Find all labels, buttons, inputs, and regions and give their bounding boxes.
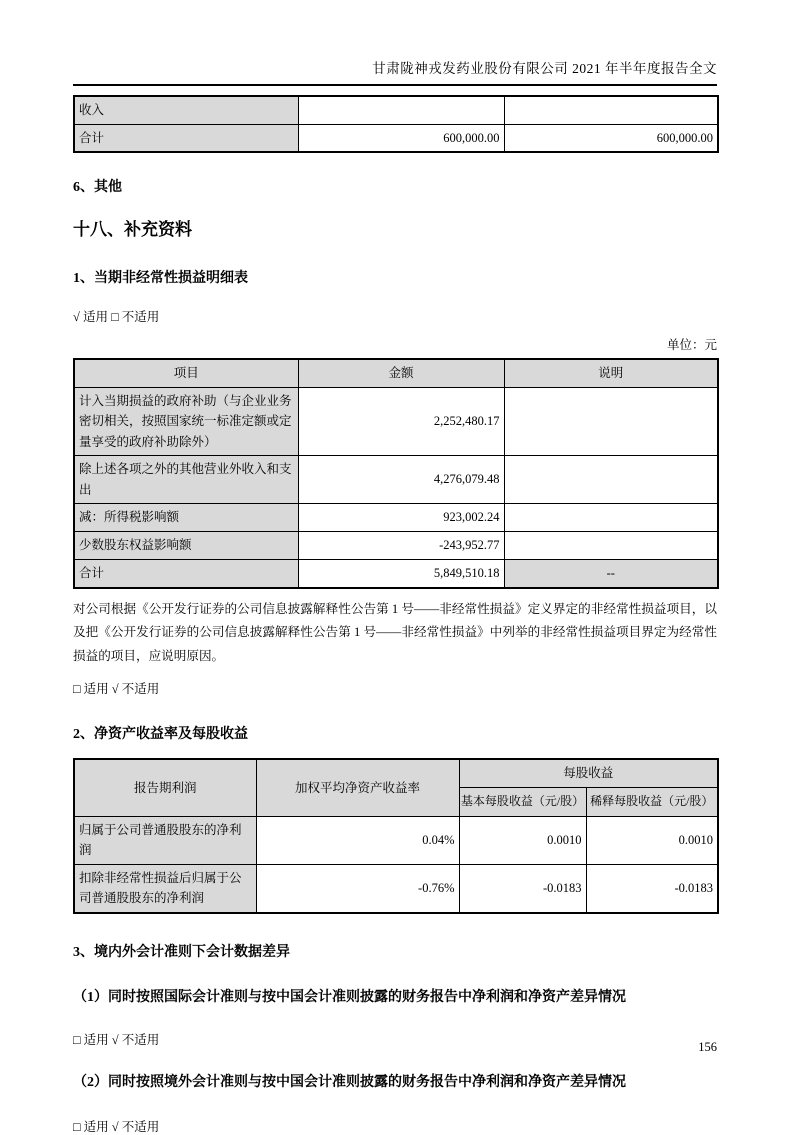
col-header-diluted-eps: 稀释每股收益（元/股）	[586, 787, 718, 816]
nonrecurring-items-table	[73, 358, 719, 589]
subsection-heading-roe-eps: 2、净资产收益率及每股收益	[73, 727, 248, 742]
applicability-line-4: □ 适用 √ 不适用	[73, 1119, 160, 1134]
item-income-tax-effect: 减：所得税影响额	[74, 504, 298, 532]
col-header-eps-group: 每股收益	[459, 759, 718, 787]
note-cell	[504, 504, 718, 532]
table-row	[74, 504, 718, 532]
note-cell	[504, 456, 718, 504]
basic-eps-cell: -0.0183	[459, 864, 586, 913]
col-header-note: 说明	[504, 359, 718, 387]
income-amount-cell-2	[504, 96, 718, 124]
table-header-row	[74, 759, 718, 787]
col-header-basic-eps: 基本每股收益（元/股）	[459, 787, 586, 816]
amount-cell: 5,849,510.18	[298, 560, 504, 588]
table-row	[74, 816, 718, 864]
amount-cell: 2,252,480.17	[298, 387, 504, 456]
item-total: 合计	[74, 560, 298, 588]
diluted-eps-cell: -0.0183	[586, 864, 718, 913]
col-header-amount: 金额	[298, 359, 504, 387]
amount-cell: 923,002.24	[298, 504, 504, 532]
total-amount-cell-1: 600,000.00	[298, 124, 504, 152]
roe-cell: -0.76%	[256, 864, 459, 913]
table-row	[74, 96, 718, 124]
subsection-heading-accounting-diff: 3、境内外会计准则下会计数据差异	[73, 944, 290, 960]
section-heading-other: 6、其他	[73, 180, 122, 195]
applicability-line-3: □ 适用 √ 不适用	[73, 1032, 160, 1047]
item-net-profit-ordinary: 归属于公司普通股股东的净利润	[74, 816, 256, 864]
roe-eps-table	[73, 758, 719, 914]
row-label-total: 合计	[74, 124, 298, 152]
income-total-table	[73, 95, 719, 153]
income-amount-cell-1	[298, 96, 504, 124]
total-amount-cell-2: 600,000.00	[504, 124, 718, 152]
unit-label: 单位：元	[666, 338, 717, 352]
diluted-eps-cell: 0.0010	[586, 816, 718, 864]
note-cell	[504, 387, 718, 456]
table-row	[74, 124, 718, 152]
col-header-item: 项目	[74, 359, 298, 387]
item-other-nonoperating: 除上述各项之外的其他营业外收入和支出	[74, 456, 298, 504]
note-cell	[504, 532, 718, 560]
amount-cell: 4,276,079.48	[298, 456, 504, 504]
item-heading-overseas-standards: （2）同时按照境外会计准则与按中国会计准则披露的财务报告中净利润和净资产差异情况	[73, 1074, 626, 1090]
item-minority-interest-effect: 少数股东权益影响额	[74, 532, 298, 560]
col-header-weighted-roe: 加权平均净资产收益率	[256, 759, 459, 816]
note-cell-total: --	[504, 560, 718, 588]
table-row	[74, 456, 718, 504]
subsection-heading-nonrecurring: 1、当期非经常性损益明细表	[73, 271, 248, 286]
report-header-title: 甘肃陇神戎发药业股份有限公司 2021 年半年度报告全文	[73, 57, 717, 86]
roe-cell: 0.04%	[256, 816, 459, 864]
applicability-line-1: √ 适用 □ 不适用	[73, 310, 160, 324]
section-heading-supplementary: 十八、补充资料	[73, 220, 192, 239]
amount-cell: -243,952.77	[298, 532, 504, 560]
table-row	[74, 387, 718, 456]
nonrecurring-note-paragraph: 对公司根据《公开发行证券的公司信息披露解释性公告第 1 号——非经常性损益》定义界定的非经常性损益项目，以及把《公开发行证券的公司信息披露解释性公告第 1 号——非经常性损益》中列举的非经常性损益项目界定为经常性损益的项目，应说明原因。	[73, 601, 717, 663]
item-govt-subsidy: 计入当期损益的政府补助（与企业业务密切相关，按照国家统一标准定额或定量享受的政府补助除外）	[74, 387, 298, 456]
table-row	[74, 560, 718, 588]
table-header-row	[74, 359, 718, 387]
page-number: 156	[698, 1040, 717, 1054]
item-heading-intl-standards: （1）同时按照国际会计准则与按中国会计准则披露的财务报告中净利润和净资产差异情况	[73, 989, 626, 1005]
table-row	[74, 532, 718, 560]
basic-eps-cell: 0.0010	[459, 816, 586, 864]
applicability-line-2: □ 适用 √ 不适用	[73, 682, 160, 696]
item-net-profit-excl-nonrecurring: 扣除非经常性损益后归属于公司普通股股东的净利润	[74, 864, 256, 913]
table-row	[74, 864, 718, 913]
col-header-reporting-profit: 报告期利润	[74, 759, 256, 816]
row-label-income: 收入	[74, 96, 298, 124]
